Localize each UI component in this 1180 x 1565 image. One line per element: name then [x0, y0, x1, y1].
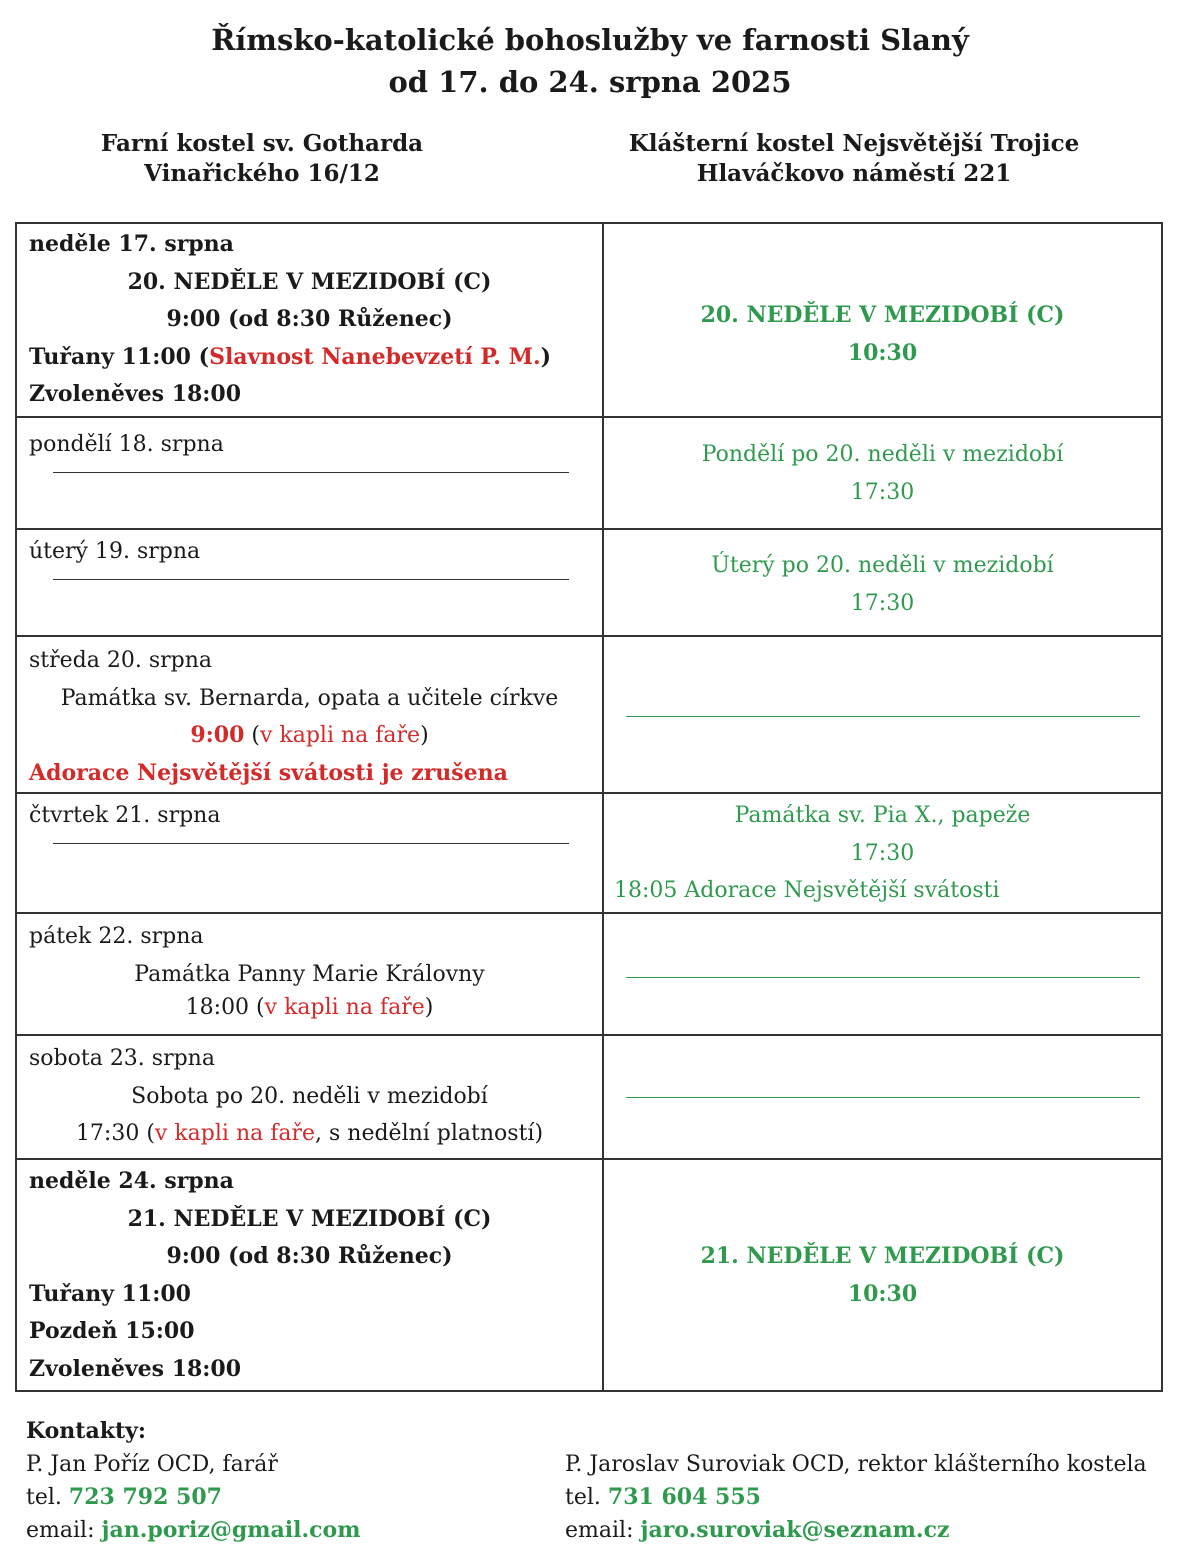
- extra-mass: Zvoleněves 18:00: [29, 381, 242, 407]
- date-range: od 17. do 24. srpna 2025: [388, 65, 792, 99]
- paren-close: ): [420, 723, 429, 748]
- left-cell: [16, 793, 603, 913]
- table-row: [16, 529, 1162, 636]
- mass-time: 17:30: [850, 590, 915, 616]
- tel-label: tel.: [565, 1485, 608, 1510]
- extra-mass: [17, 339, 602, 377]
- contacts-right: [565, 1448, 1165, 1547]
- right-cell: [603, 529, 1162, 636]
- no-service-line: [626, 716, 1140, 717]
- day-label: pondělí 18. srpna: [29, 432, 224, 457]
- contact-phone: [565, 1481, 1165, 1514]
- contacts-left: [26, 1415, 546, 1547]
- mass-time-line: [17, 1115, 602, 1153]
- left-cell: [16, 913, 603, 1035]
- phone-link[interactable]: 731 604 555: [607, 1484, 761, 1510]
- table-row: [16, 223, 1162, 417]
- left-cell: [16, 417, 603, 529]
- phone-link[interactable]: 723 792 507: [68, 1484, 222, 1510]
- day-label: čtvrtek 21. srpna: [29, 803, 221, 828]
- feast-label: Památka sv. Pia X., papeže: [734, 803, 1031, 828]
- extra-mass: Pozdeň 15:00: [29, 1318, 195, 1344]
- contact-phone: [26, 1481, 546, 1514]
- feast-label: Památka Panny Marie Královny: [134, 961, 485, 987]
- schedule-table: [15, 222, 1163, 1392]
- contacts-heading: Kontakty:: [26, 1418, 147, 1444]
- left-cell: [16, 636, 603, 793]
- right-cell: [603, 913, 1162, 1035]
- adoration-note: 18:05 Adorace Nejsvětější svátosti: [614, 878, 1000, 903]
- left-cell: [16, 1035, 603, 1159]
- contact-email: [565, 1514, 1165, 1547]
- mass-time: 9:00 (od 8:30 Růženec): [166, 306, 453, 332]
- church-left-header: [60, 129, 464, 189]
- left-cell: [16, 223, 603, 417]
- feast-label: Pondělí po 20. neděli v mezidobí: [701, 442, 1064, 467]
- church-right-header: [604, 129, 1104, 189]
- extra-place: Tuřany 11:00 (: [29, 343, 210, 370]
- table-row: [16, 417, 1162, 529]
- mass-time: 10:30: [847, 339, 918, 366]
- tel-label: tel.: [26, 1485, 69, 1510]
- table-row: [16, 913, 1162, 1035]
- left-cell: [16, 1159, 603, 1391]
- day-label: sobota 23. srpna: [29, 1046, 215, 1071]
- feast-label: Úterý po 20. neděli v mezidobí: [711, 553, 1054, 578]
- day-label: neděle 17. srpna: [29, 231, 234, 257]
- contact-name: P. Jaroslav Suroviak OCD, rektor klášterního kostela: [565, 1452, 1147, 1477]
- paren-close: ): [424, 995, 434, 1020]
- day-label: neděle 24. srpna: [29, 1168, 234, 1194]
- mass-time: 9:00 (od 8:30 Růženec): [166, 1243, 453, 1269]
- feast-label: Sobota po 20. neděli v mezidobí: [131, 1083, 488, 1109]
- adoration-cancelled-notice: Adorace Nejsvětější svátosti je zrušena: [29, 759, 508, 786]
- chapel-place: v kapli na faře: [264, 995, 425, 1020]
- table-row: [16, 1159, 1162, 1391]
- mass-time-line: [17, 717, 602, 755]
- feast-label: Památka sv. Bernarda, opata a učitele církve: [60, 685, 559, 711]
- right-cell: [603, 417, 1162, 529]
- right-cell: [603, 223, 1162, 417]
- no-service-line: [626, 977, 1140, 978]
- mass-time: 17:30: [850, 840, 915, 866]
- feast-label: 20. NEDĚLE V MEZIDOBÍ (C): [127, 268, 492, 295]
- right-cell: [603, 636, 1162, 793]
- solemnity-note: Slavnost Nanebevzetí P. M.: [209, 343, 541, 370]
- chapel-place: v kapli na faře: [154, 1121, 316, 1146]
- paren-close: ): [540, 343, 552, 370]
- church-left-address: Vinařického 16/12: [144, 160, 380, 187]
- email-link[interactable]: jan.poriz@gmail.com: [101, 1517, 361, 1543]
- day-label: středa 20. srpna: [29, 648, 213, 673]
- contact-email: [26, 1514, 546, 1547]
- paren-open: (: [244, 723, 260, 748]
- mass-time: 9:00: [190, 722, 245, 748]
- mass-time: 17:30 (: [75, 1121, 155, 1146]
- day-label: pátek 22. srpna: [29, 924, 204, 949]
- church-right-name: Klášterní kostel Nejsvětější Trojice: [628, 130, 1080, 157]
- feast-label: 20. NEDĚLE V MEZIDOBÍ (C): [700, 302, 1065, 328]
- no-service-line: [53, 843, 569, 844]
- extra-mass: Tuřany 11:00: [29, 1280, 191, 1307]
- left-cell: [16, 529, 603, 636]
- feast-label: 21. NEDĚLE V MEZIDOBÍ (C): [127, 1205, 492, 1232]
- church-right-address: Hlaváčkovo náměstí 221: [696, 160, 1012, 187]
- no-service-line: [53, 472, 569, 473]
- no-service-line: [626, 1097, 1140, 1098]
- email-label: email:: [26, 1518, 102, 1543]
- mass-time: 17:30: [850, 479, 915, 505]
- church-left-name: Farní kostel sv. Gotharda: [100, 130, 424, 157]
- email-link[interactable]: jaro.suroviak@seznam.cz: [640, 1517, 950, 1543]
- chapel-place: v kapli na faře: [259, 723, 421, 748]
- right-cell: [603, 793, 1162, 913]
- feast-label: 21. NEDĚLE V MEZIDOBÍ (C): [700, 1243, 1065, 1269]
- email-label: email:: [565, 1518, 641, 1543]
- right-cell: [603, 1159, 1162, 1391]
- validity-note: , s nedělní platností): [315, 1121, 544, 1146]
- table-row: [16, 1035, 1162, 1159]
- table-row: [16, 636, 1162, 793]
- no-service-line: [53, 579, 569, 580]
- right-cell: [603, 1035, 1162, 1159]
- mass-time: 18:00 (: [185, 995, 265, 1020]
- mass-time: 10:30: [847, 1280, 918, 1307]
- extra-mass: Zvoleněves 18:00: [29, 1355, 242, 1382]
- table-row: [16, 793, 1162, 913]
- page-title: Římsko-katolické bohoslužby ve farnosti Slaný: [211, 23, 969, 57]
- contact-name: P. Jan Poříz OCD, farář: [26, 1452, 278, 1477]
- day-label: úterý 19. srpna: [29, 539, 201, 564]
- mass-time-line: [17, 993, 602, 1023]
